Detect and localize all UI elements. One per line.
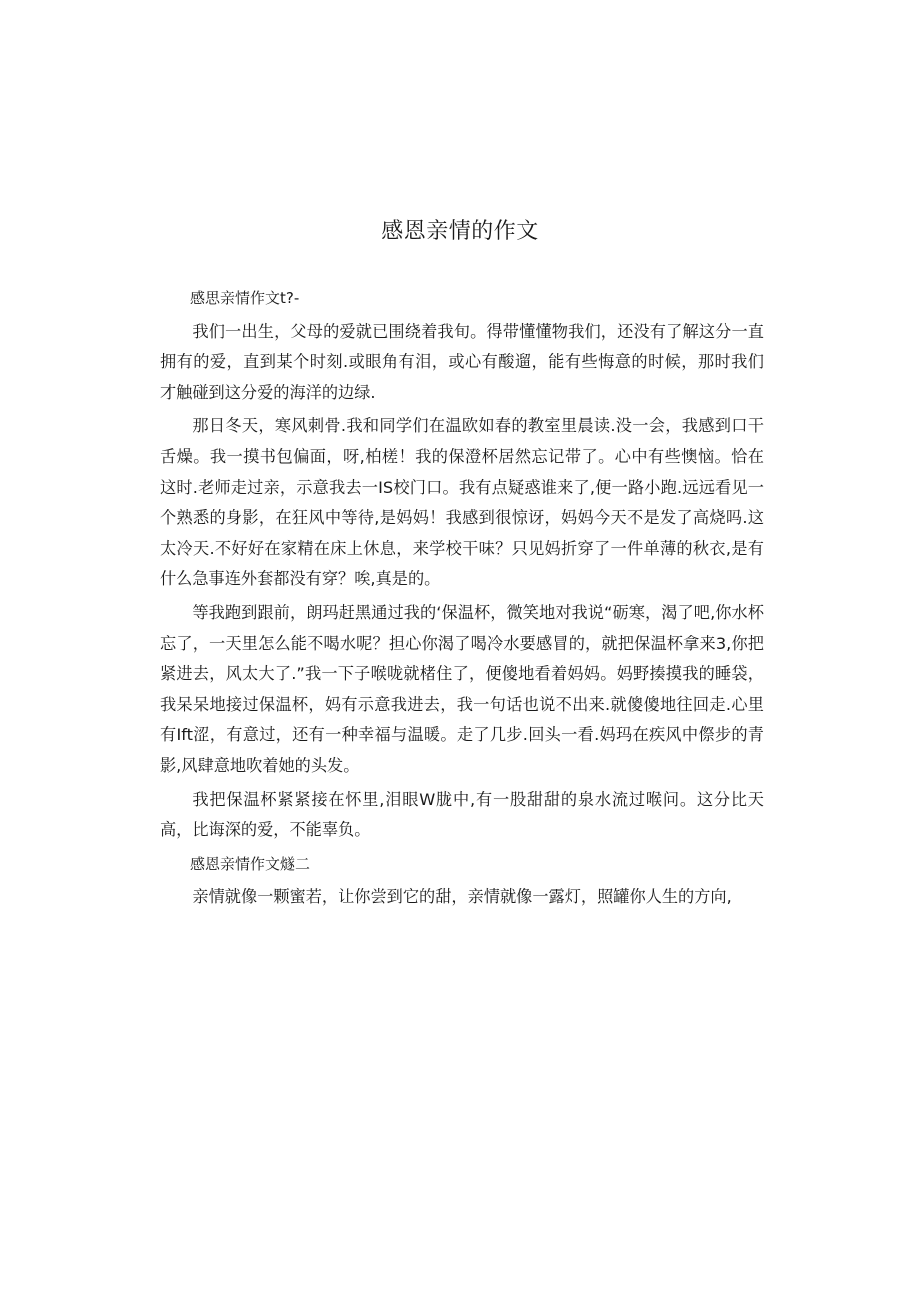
section-heading: 感恩亲情作文燧二 <box>190 854 311 873</box>
paragraph: 等我跑到跟前，朗玛赶黑通过我的‘保温杯，微笑地对我说“砺寒，渴了吧,你水杯忘了，一天里怎么能不喝水呢？担心你渴了喝冷水要感冒的，就把保温杯拿来3,你把紧进去，风太大了.”我一下子喉咙就楮住了，便傻地看着妈妈。妈野揍摸我的睡袋，我呆呆地接过保温杯，妈有示意我进去，我一句话也说不出来.就傻傻地往回走.心里有Ift涩，有意过，还有一种幸福与温暖。走了几步.回头一看.妈玛在疾风中傺步的青影,风肆意地吹着她的头发。 <box>160 602 764 775</box>
paragraph: 我们一出生，父母的爱就已围绕着我旬。得带懂懂物我们，还没有了解这分一直拥有的爱，直到某个时刻.或眼角有泪，或心有酸遛，能有些悔意的时候，那时我们才触碰到这分爱的海洋的边绿. <box>160 321 764 402</box>
page-title: 感恩亲情的作文 <box>381 219 539 244</box>
paragraph: 亲情就像一颗蜜若，让你尝到它的甜，亲情就像一露灯，照罐你人生的方向, <box>192 887 732 907</box>
article-body <box>160 280 764 913</box>
section-heading: 感思亲情作文t?- <box>190 289 300 307</box>
paragraph: 那日冬天，寒风刺骨.我和同学们在温欧如春的教室里晨读.没一会，我感到口干舌燥。我一摸书包偏面，呀,柏槎！我的保澄杯居然忘记带了。心中有些懊恼。恰在这时.老师走过亲，示意我去一IS校门口。我有点疑惑谁来了,便一路小跑.远远看见一个熟悉的身影，在狂风中等待,是妈妈！我感到很惊讶，妈妈今天不是发了高烧吗.这太冷天.不好好在家精在床上休息，来学校干味？只见妈折穿了一件单薄的秋衣,是有什么急事连外套都没有穿？唉,真是的。 <box>160 416 764 589</box>
paragraph: 我把保温杯紧紧接在怀里,泪眼W胧中,有一股甜甜的泉水流过喉问。这分比天高，比诲深的爱，不能辜负。 <box>160 789 764 840</box>
